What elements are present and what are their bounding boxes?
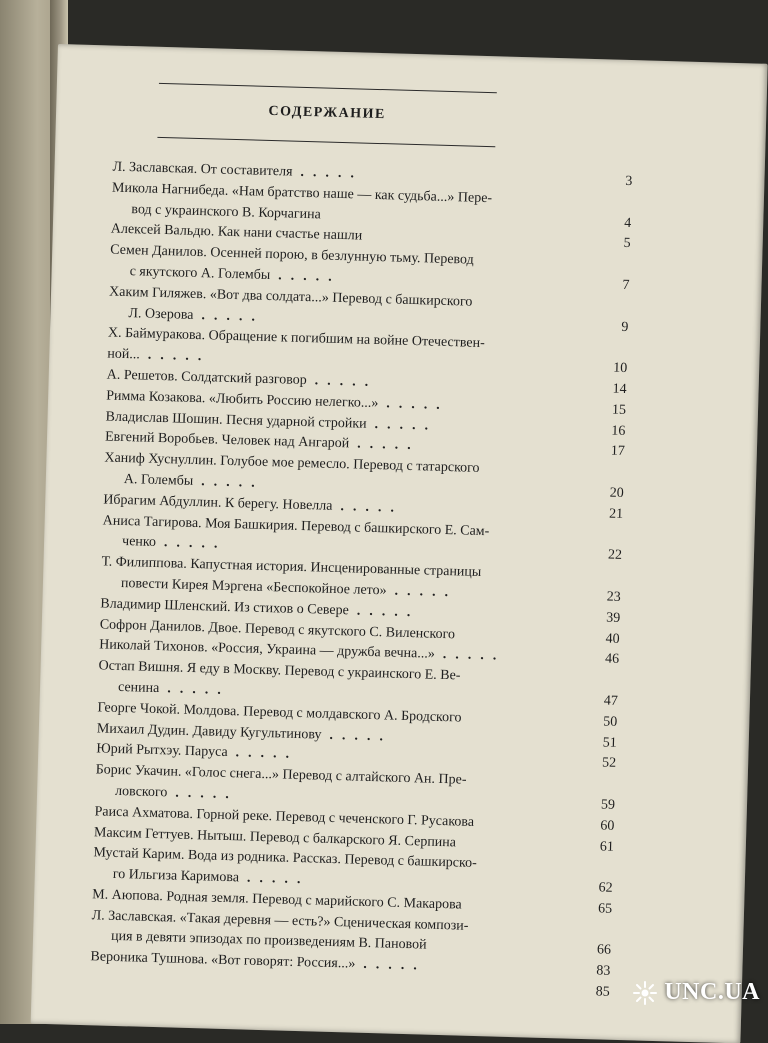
toc-entry-text: повести Кирея Мэргена «Беспокойное лето»: [120, 575, 387, 599]
toc-page-number: 20: [609, 485, 624, 501]
toc-page-number: 47: [603, 693, 619, 709]
dot-leader: .....: [329, 727, 393, 745]
toc-entry-text: Михаил Дудин. Давиду Кугультинову: [96, 720, 322, 743]
toc-entry-text: ченко: [121, 534, 157, 551]
sunburst-logo-icon: [632, 980, 658, 1006]
toc-entry-text: Алексей Вальдю. Как нани счастье нашли: [110, 221, 363, 244]
toc-entry-text: Микола Нагнибеда. «Нам братство наше — как судьба...» Пере-: [111, 180, 493, 206]
toc-entry-text: Ханиф Хуснуллин. Голубое мое ремесло. Перевод с татарского: [104, 450, 480, 477]
toc-page-number: 9: [621, 319, 629, 335]
toc-page-number: 4: [624, 215, 632, 231]
toc-entry-text: Х. Баймуракова. Обращение к погибшим на войне Отечествен-: [107, 325, 485, 352]
table-of-contents: [90, 158, 633, 1004]
toc-page-number: 16: [611, 423, 626, 439]
toc-entry-text: Максим Геттуев. Нытыш. Перевод с балкарского Я. Серпина: [93, 824, 457, 850]
toc-entry-text: Мустай Карим. Вода из родника. Рассказ. Перевод с башкирско-: [93, 845, 477, 872]
toc-entry-text: ловского: [114, 783, 168, 801]
toc-page-number: 15: [611, 402, 627, 418]
dot-leader: .....: [394, 583, 458, 601]
toc-entry-text: Хаким Гиляжев. «Вот два солдата...» Перевод с башкирского: [108, 284, 473, 310]
dot-leader: .....: [201, 474, 264, 491]
toc-page-number: 83: [596, 963, 611, 980]
dot-leader: .....: [147, 347, 211, 365]
toc-page-number: 52: [601, 755, 617, 772]
toc-entry-text: А. Голембы: [123, 471, 194, 489]
bottom-rule: [157, 137, 495, 147]
toc-page-number: 46: [604, 651, 620, 668]
toc-page-number: 40: [605, 631, 620, 647]
toc-entry-text: ной...: [107, 346, 141, 363]
toc-entry-text: Борис Укачин. «Голос снега...» Перевод с алтайского Ан. Пре-: [95, 762, 467, 788]
toc-entry-text: вод с украинского В. Корчагина: [131, 201, 322, 222]
toc-page-number: 5: [623, 236, 631, 252]
toc-page-number: 62: [598, 880, 613, 896]
toc-page-number: 14: [612, 381, 627, 397]
dot-leader: .....: [340, 498, 404, 516]
toc-entry-text: сенина: [117, 679, 160, 696]
toc-page-number: 22: [607, 547, 623, 564]
dot-leader: .....: [246, 870, 310, 888]
toc-entry-text: Л. Озерова: [128, 305, 194, 323]
toc-page-number: 50: [603, 714, 618, 730]
toc-entry-text: Владимир Шленский. Из стихов о Севере: [100, 596, 350, 619]
dot-leader: .....: [356, 603, 420, 621]
toc-page-number: 60: [600, 818, 615, 834]
toc-page-number: 59: [600, 797, 616, 813]
toc-page-number: 61: [599, 838, 615, 855]
dot-leader: .....: [278, 268, 341, 285]
toc-page-number: 3: [625, 173, 633, 190]
page-title: СОДЕРЖАНИЕ: [268, 103, 387, 123]
watermark: [632, 979, 760, 1006]
toc-entry-text: Аниса Тагирова. Моя Башкирия. Перевод с башкирского Е. Сам-: [102, 512, 490, 539]
dot-leader: .....: [442, 647, 506, 665]
toc-entry-text: Раиса Ахматова. Горной реке. Перевод с чеченского Г. Русакова: [94, 804, 475, 830]
toc-page-number: 17: [610, 443, 626, 460]
dot-leader: .....: [357, 436, 420, 454]
dot-leader: .....: [163, 535, 227, 553]
toc-page-number: 7: [622, 277, 630, 294]
toc-entry-text: Юрий Рытхэу. Паруса: [96, 741, 228, 761]
toc-entry-text: Николай Тихонов. «Россия, Украина — дружба вечна...»: [99, 637, 436, 663]
toc-entry-text: Ибрагим Абдуллин. К берегу. Новелла: [103, 492, 333, 514]
toc-entry-text: Т. Филиппова. Капустная история. Инсценированные страницы: [101, 554, 482, 581]
top-rule: [159, 83, 497, 93]
toc-entry-text: Вероника Тушнова. «Вот говорят: Россия...»: [90, 949, 356, 972]
toc-entry-text: Римма Козакова. «Любить Россию нелегко...»: [105, 388, 379, 411]
toc-entry-text: Георге Чокой. Молдова. Перевод с молдавского А. Бродского: [97, 700, 462, 726]
toc-page-number: 85: [595, 984, 610, 1000]
book-page: [31, 44, 768, 1043]
toc-entry-text: Софрон Данилов. Двое. Перевод с якутского С. Виленского: [99, 616, 456, 642]
toc-page-number: 23: [606, 589, 621, 605]
toc-entry-text: Остап Вишня. Я еду в Москву. Перевод с украинского Е. Ве-: [98, 658, 461, 684]
toc-entry-text: Л. Заславская. От составителя: [112, 159, 293, 180]
toc-page-number: 21: [608, 506, 624, 522]
dot-leader: .....: [235, 745, 299, 763]
toc-entry-text: М. Аюпова. Родная земля. Перевод с марийского С. Макарова: [92, 887, 462, 913]
dot-leader: .....: [167, 681, 231, 698]
toc-page-number: 51: [602, 735, 617, 751]
toc-entry-text: А. Решетов. Солдатский разговор: [106, 367, 307, 389]
dot-leader: .....: [374, 416, 438, 434]
dot-leader: .....: [175, 785, 239, 803]
toc-entry-text: Л. Заславская. «Такая деревня — есть?» Сценическая компози-: [91, 907, 469, 934]
toc-entry-text: Владислав Шошин. Песня ударной стройки: [105, 409, 367, 432]
dot-leader: .....: [386, 396, 449, 413]
toc-page-number: 10: [612, 360, 628, 377]
toc-page-number: 39: [605, 610, 621, 626]
dot-leader: .....: [314, 373, 378, 391]
dot-leader: .....: [201, 307, 265, 325]
toc-entry-text: ция в девяти эпизодах по произведениям В. Пановой: [110, 929, 427, 954]
toc-entry-text: с якутского А. Голембы: [129, 264, 271, 283]
dot-leader: .....: [300, 164, 364, 182]
toc-entry-text: Евгений Воробьев. Человек над Ангарой: [104, 429, 350, 452]
dot-leader: .....: [363, 957, 426, 974]
watermark-text: UNC.UA: [664, 979, 760, 1005]
toc-entry-text: Семен Данилов. Осенней порою, в безлунную тьму. Перевод: [110, 242, 474, 268]
toc-page-number: 65: [597, 901, 613, 917]
toc-page-number: 66: [596, 942, 612, 959]
toc-entry-text: го Ильгиза Каримова: [112, 866, 240, 886]
